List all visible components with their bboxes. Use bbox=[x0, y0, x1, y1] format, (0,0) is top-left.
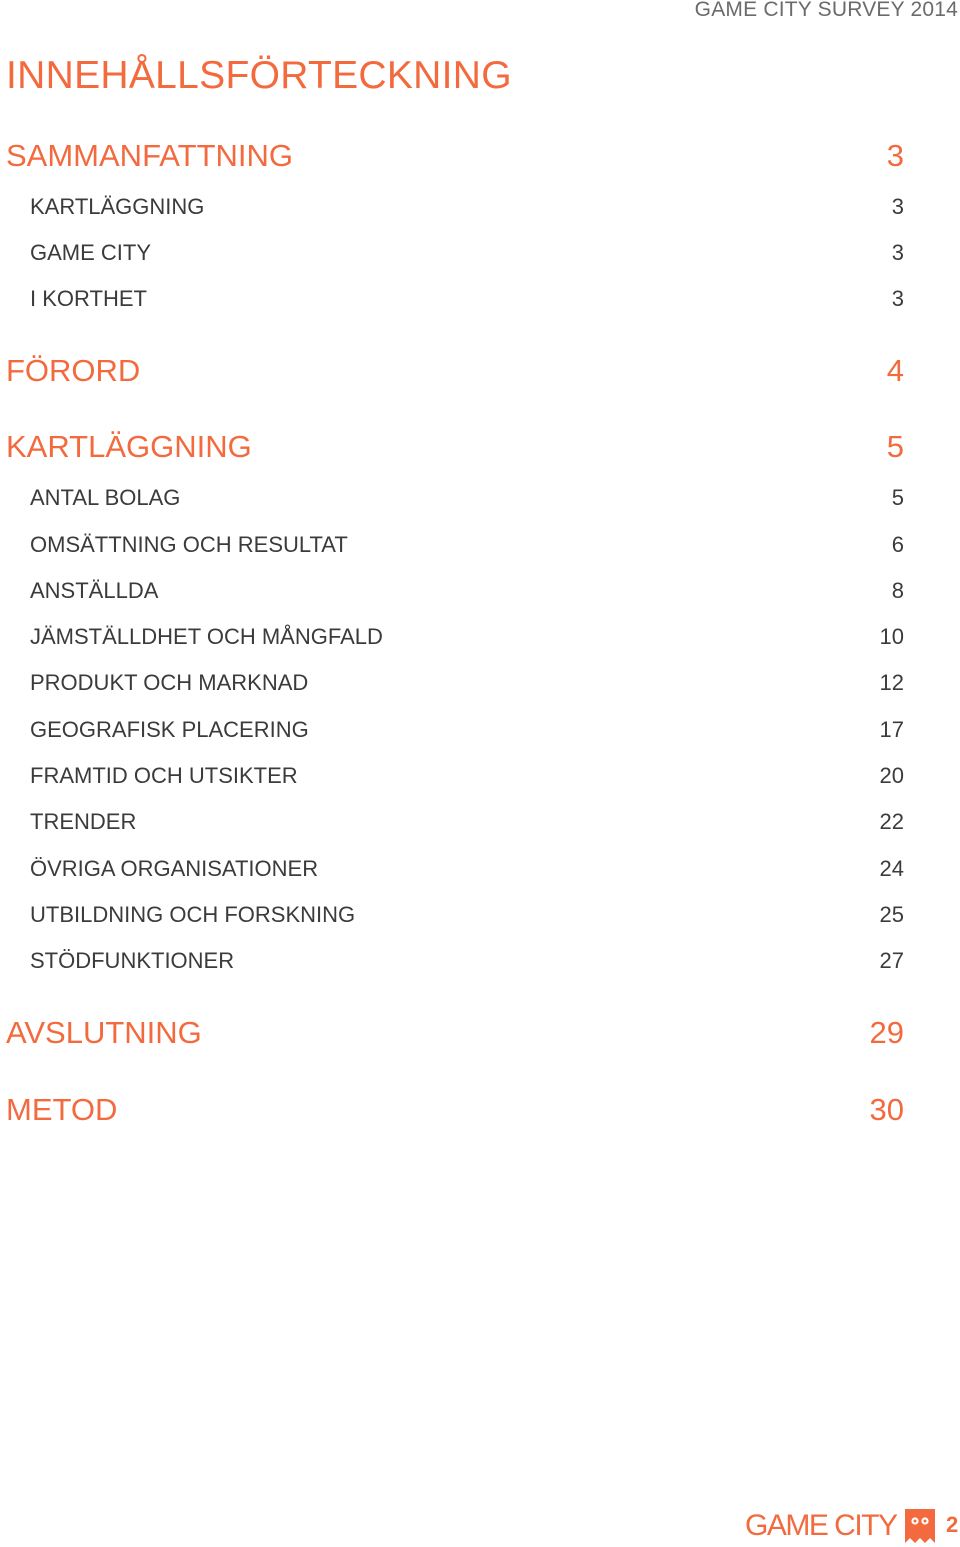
toc-entry-page: 4 bbox=[886, 353, 904, 388]
toc-entry-label: SAMMANFATTNING bbox=[6, 138, 294, 173]
toc-entry-label: AVSLUTNING bbox=[6, 1015, 202, 1050]
toc-entry-kartlaggning-summary[interactable] bbox=[0, 194, 904, 220]
toc-entry-label: FRAMTID OCH UTSIKTER bbox=[30, 763, 298, 788]
logo-wordmark: GAME CITY bbox=[745, 1509, 897, 1542]
toc-entry-label: ANSTÄLLDA bbox=[30, 578, 159, 603]
toc-entry-utbildning[interactable] bbox=[0, 902, 904, 928]
toc-entry-page: 25 bbox=[879, 902, 904, 927]
toc-entry-game-city[interactable] bbox=[0, 240, 904, 266]
toc-entry-label: PRODUKT OCH MARKNAD bbox=[30, 670, 309, 695]
game-city-logo bbox=[745, 1506, 935, 1546]
toc-entry-label: METOD bbox=[6, 1092, 118, 1127]
toc-entry-antal-bolag[interactable] bbox=[0, 485, 904, 511]
toc-entry-kartlaggning[interactable] bbox=[0, 429, 904, 465]
toc-entry-page: 12 bbox=[879, 670, 904, 695]
toc-entry-avslutning[interactable] bbox=[0, 1015, 904, 1051]
toc-entry-page: 24 bbox=[879, 856, 904, 881]
toc-entry-page: 22 bbox=[879, 809, 904, 834]
toc-entry-metod[interactable] bbox=[0, 1092, 904, 1128]
toc-entry-label: I KORTHET bbox=[30, 286, 147, 311]
toc-entry-label: KARTLÄGGNING bbox=[30, 194, 205, 219]
toc-entry-page: 3 bbox=[886, 138, 904, 173]
toc-entry-omsattning[interactable] bbox=[0, 532, 904, 558]
toc-entry-page: 29 bbox=[869, 1015, 904, 1050]
toc-entry-label: OMSÄTTNING OCH RESULTAT bbox=[30, 532, 348, 557]
toc-entry-forord[interactable] bbox=[0, 353, 904, 389]
toc-entry-geografisk[interactable] bbox=[0, 717, 904, 743]
toc-entry-page: 3 bbox=[891, 240, 904, 265]
toc-entry-label: FÖRORD bbox=[6, 353, 141, 388]
toc-entry-produkt[interactable] bbox=[0, 670, 904, 696]
toc-entry-label: ÖVRIGA ORGANISATIONER bbox=[30, 856, 319, 881]
toc-entry-stodfunktioner[interactable] bbox=[0, 948, 904, 974]
toc-entry-jamstalldhet[interactable] bbox=[0, 624, 904, 650]
toc-entry-page: 17 bbox=[879, 717, 904, 742]
toc-entry-page: 5 bbox=[891, 485, 904, 510]
toc-entry-page: 30 bbox=[869, 1092, 904, 1127]
toc-entry-label: STÖDFUNKTIONER bbox=[30, 948, 235, 973]
toc-entry-trender[interactable] bbox=[0, 809, 904, 835]
toc-entry-i-korthet[interactable] bbox=[0, 286, 904, 312]
toc-entry-label: JÄMSTÄLLDHET OCH MÅNGFALD bbox=[30, 624, 383, 649]
page-number: 2 bbox=[946, 1512, 959, 1537]
toc-entry-label: ANTAL BOLAG bbox=[30, 485, 181, 510]
toc-entry-page: 3 bbox=[891, 286, 904, 311]
toc-entry-label: UTBILDNING OCH FORSKNING bbox=[30, 902, 356, 927]
toc-title: INNEHÅLLSFÖRTECKNING bbox=[6, 54, 512, 97]
document-header: GAME CITY SURVEY 2014 bbox=[694, 0, 958, 21]
toc-entry-label: KARTLÄGGNING bbox=[6, 429, 252, 464]
toc-entry-page: 5 bbox=[886, 429, 904, 464]
toc-entry-label: TRENDER bbox=[30, 809, 137, 834]
toc-entry-page: 6 bbox=[891, 532, 904, 557]
toc-entry-page: 27 bbox=[879, 948, 904, 973]
ghost-icon bbox=[905, 1509, 935, 1543]
toc-entry-page: 3 bbox=[891, 194, 904, 219]
toc-entry-framtid[interactable] bbox=[0, 763, 904, 789]
toc-entry-label: GEOGRAFISK PLACERING bbox=[30, 717, 309, 742]
toc-entry-anstallda[interactable] bbox=[0, 578, 904, 604]
toc-entry-page: 8 bbox=[891, 578, 904, 603]
toc-entry-ovriga[interactable] bbox=[0, 856, 904, 882]
toc-entry-page: 20 bbox=[879, 763, 904, 788]
toc-entry-page: 10 bbox=[879, 624, 904, 649]
toc-entry-label: GAME CITY bbox=[30, 240, 152, 265]
toc-entry-sammanfattning[interactable] bbox=[0, 138, 904, 174]
